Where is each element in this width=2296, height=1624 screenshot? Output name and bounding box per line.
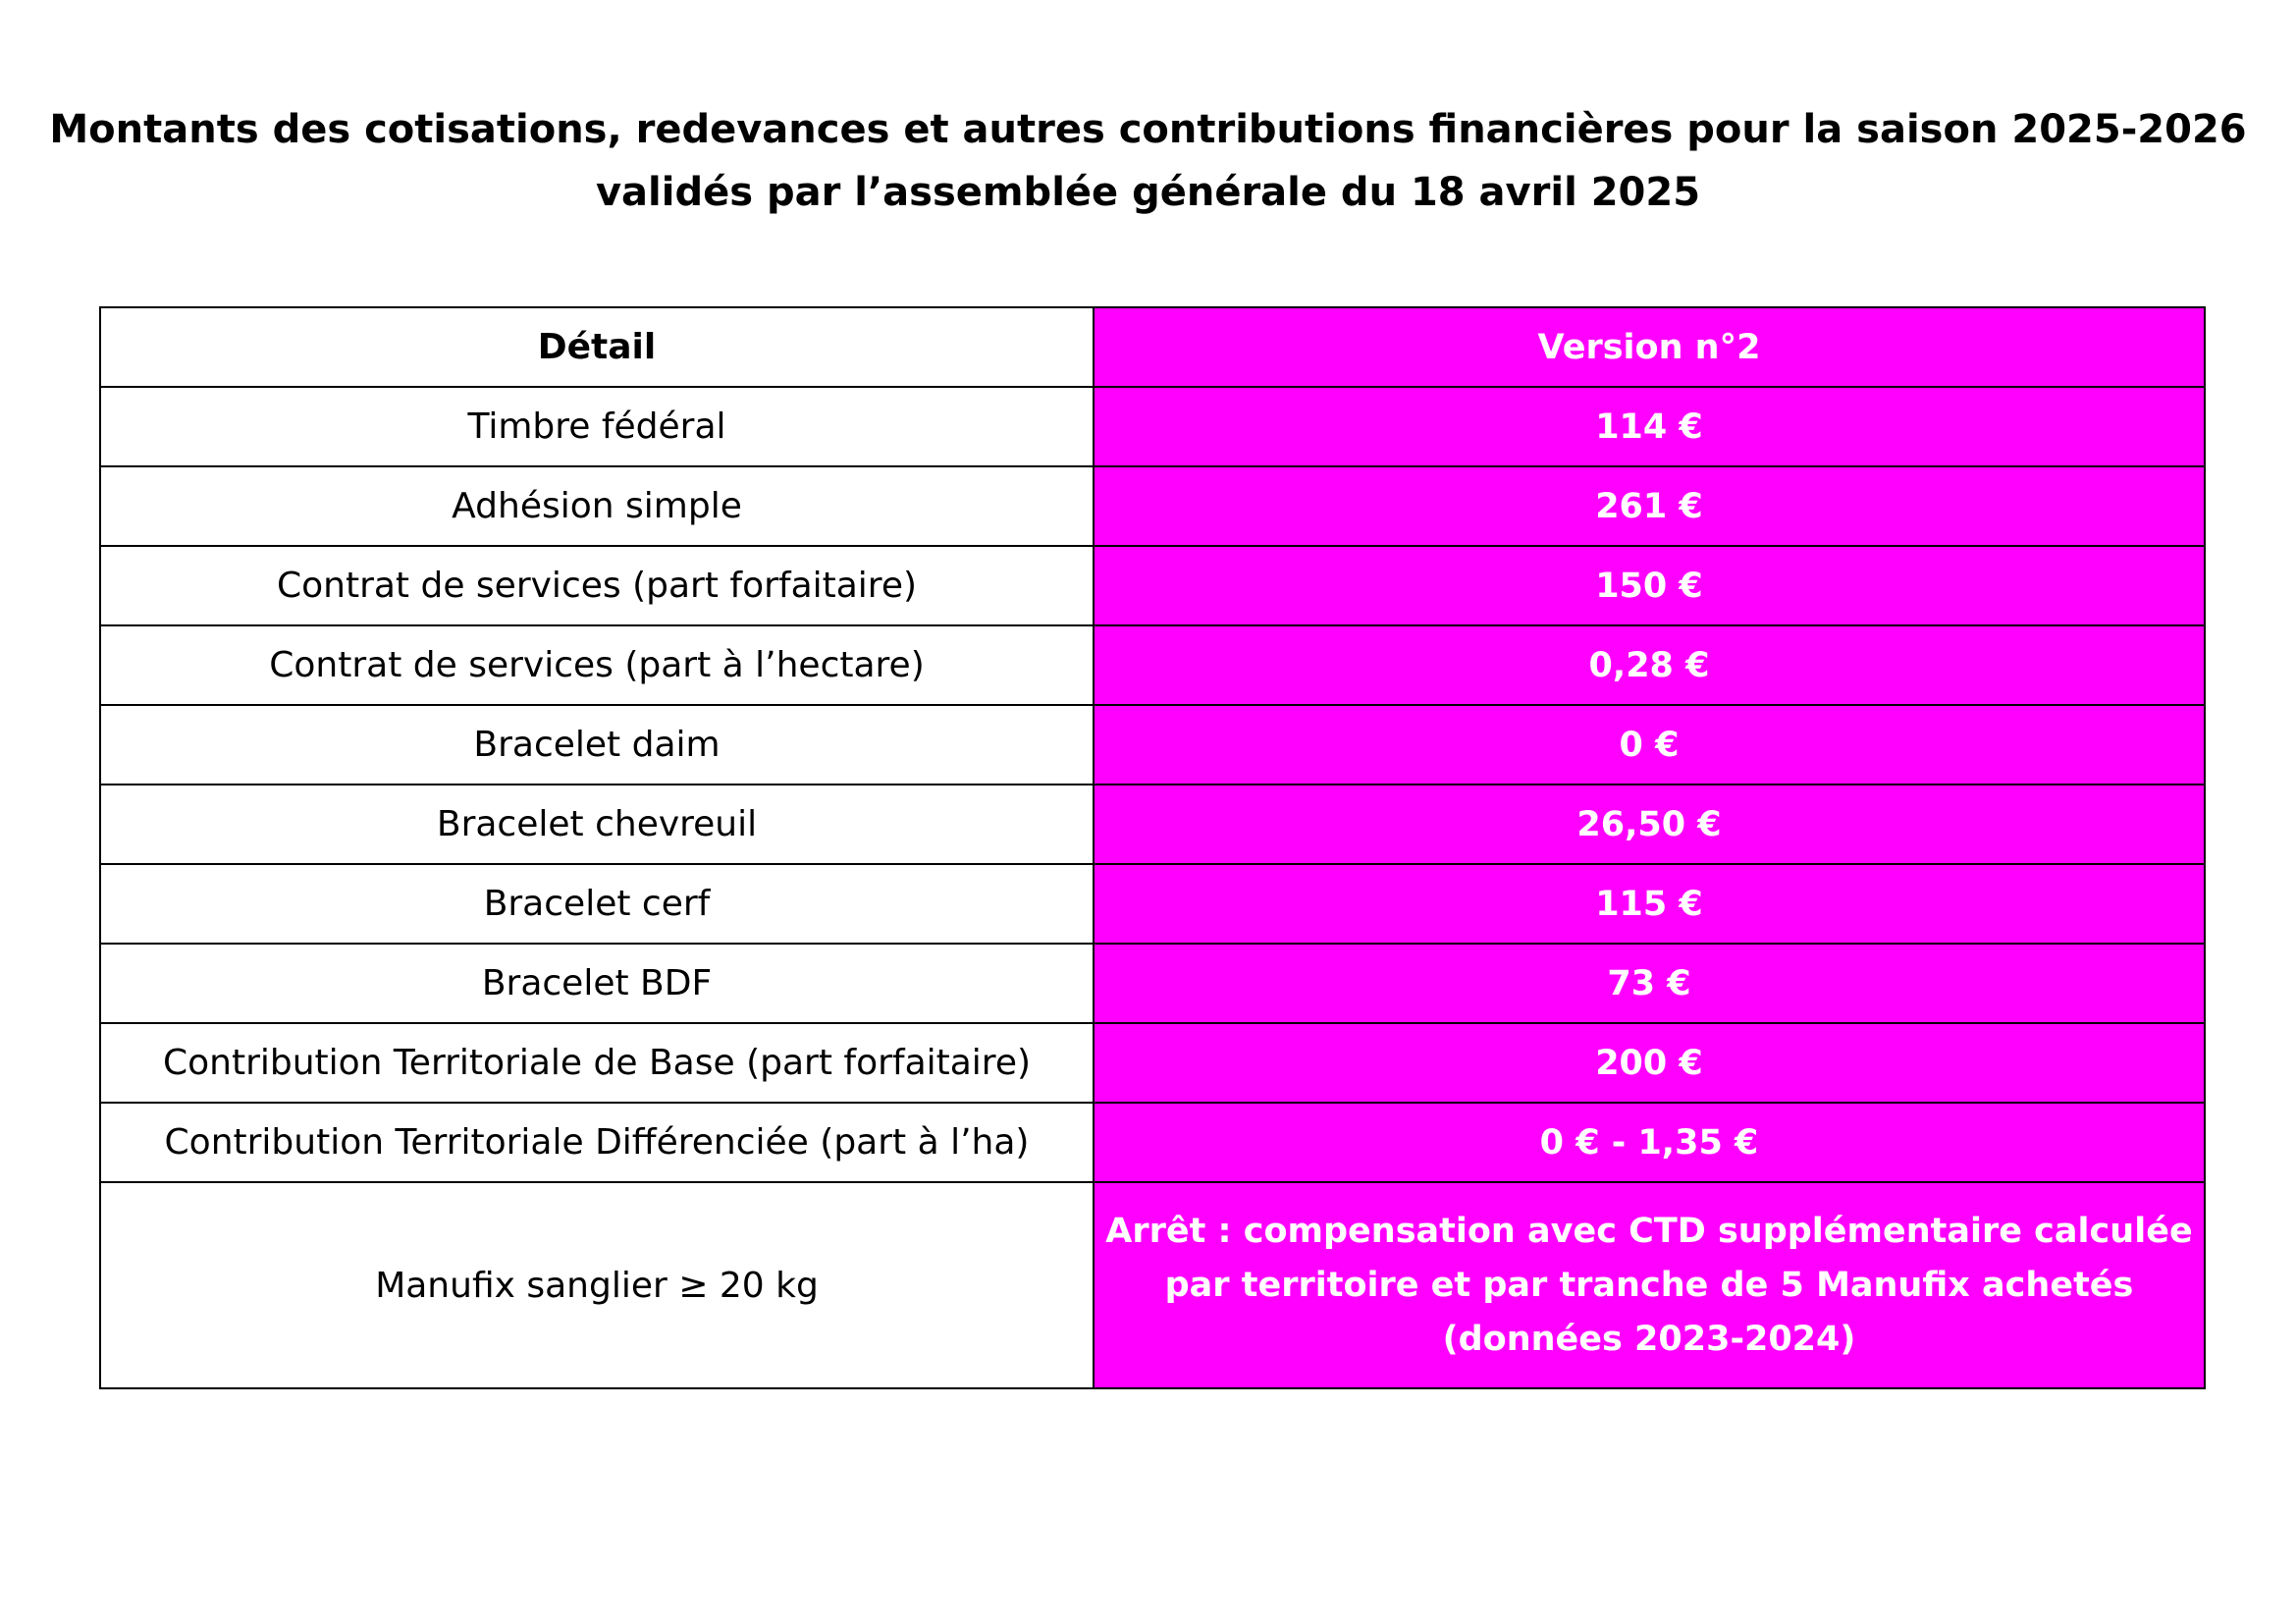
table-header-row <box>100 307 2205 387</box>
row-value: 115 € <box>1094 864 2205 944</box>
row-detail: Timbre fédéral <box>100 387 1094 466</box>
row-detail: Adhésion simple <box>100 466 1094 546</box>
row-detail: Contribution Territoriale de Base (part forfaitaire) <box>100 1023 1094 1103</box>
row-detail: Bracelet cerf <box>100 864 1094 944</box>
table-row <box>100 944 2205 1023</box>
column-header-detail: Détail <box>100 307 1094 387</box>
table-row <box>100 625 2205 705</box>
table-row <box>100 1182 2205 1388</box>
fees-table <box>99 306 2206 1389</box>
row-detail: Bracelet daim <box>100 705 1094 785</box>
page-title-line-1: Montants des cotisations, redevances et autres contributions financières pour la saison 2025-2026 <box>49 107 2247 152</box>
row-detail: Contrat de services (part forfaitaire) <box>100 546 1094 625</box>
row-detail: Contribution Territoriale Différenciée (part à l’ha) <box>100 1103 1094 1182</box>
row-detail: Contrat de services (part à l’hectare) <box>100 625 1094 705</box>
row-value: 0 € - 1,35 € <box>1094 1103 2205 1182</box>
row-value-line: Arrêt : compensation avec CTD supplémentaire calculée <box>1105 1211 2193 1251</box>
table-row <box>100 1103 2205 1182</box>
table-row <box>100 546 2205 625</box>
table-row <box>100 705 2205 785</box>
table-row <box>100 466 2205 546</box>
row-value: 261 € <box>1094 466 2205 546</box>
row-detail: Bracelet chevreuil <box>100 785 1094 864</box>
row-value: 200 € <box>1094 1023 2205 1103</box>
table-row <box>100 1023 2205 1103</box>
row-detail: Bracelet BDF <box>100 944 1094 1023</box>
row-value-line: par territoire et par tranche de 5 Manufix achetés <box>1164 1265 2134 1305</box>
page-title-line-2: validés par l’assemblée générale du 18 avril 2025 <box>595 170 1701 215</box>
row-value-note <box>1094 1182 2205 1388</box>
row-detail: Manufix sanglier ≥ 20 kg <box>100 1182 1094 1388</box>
row-value: 114 € <box>1094 387 2205 466</box>
table-row <box>100 387 2205 466</box>
row-value: 0,28 € <box>1094 625 2205 705</box>
row-value-line: (données 2023-2024) <box>1442 1319 1856 1359</box>
row-value: 0 € <box>1094 705 2205 785</box>
row-value: 26,50 € <box>1094 785 2205 864</box>
column-header-version: Version n°2 <box>1094 307 2205 387</box>
table-row <box>100 785 2205 864</box>
row-value: 150 € <box>1094 546 2205 625</box>
table-row <box>100 864 2205 944</box>
page-title <box>0 98 2296 224</box>
row-value: 73 € <box>1094 944 2205 1023</box>
